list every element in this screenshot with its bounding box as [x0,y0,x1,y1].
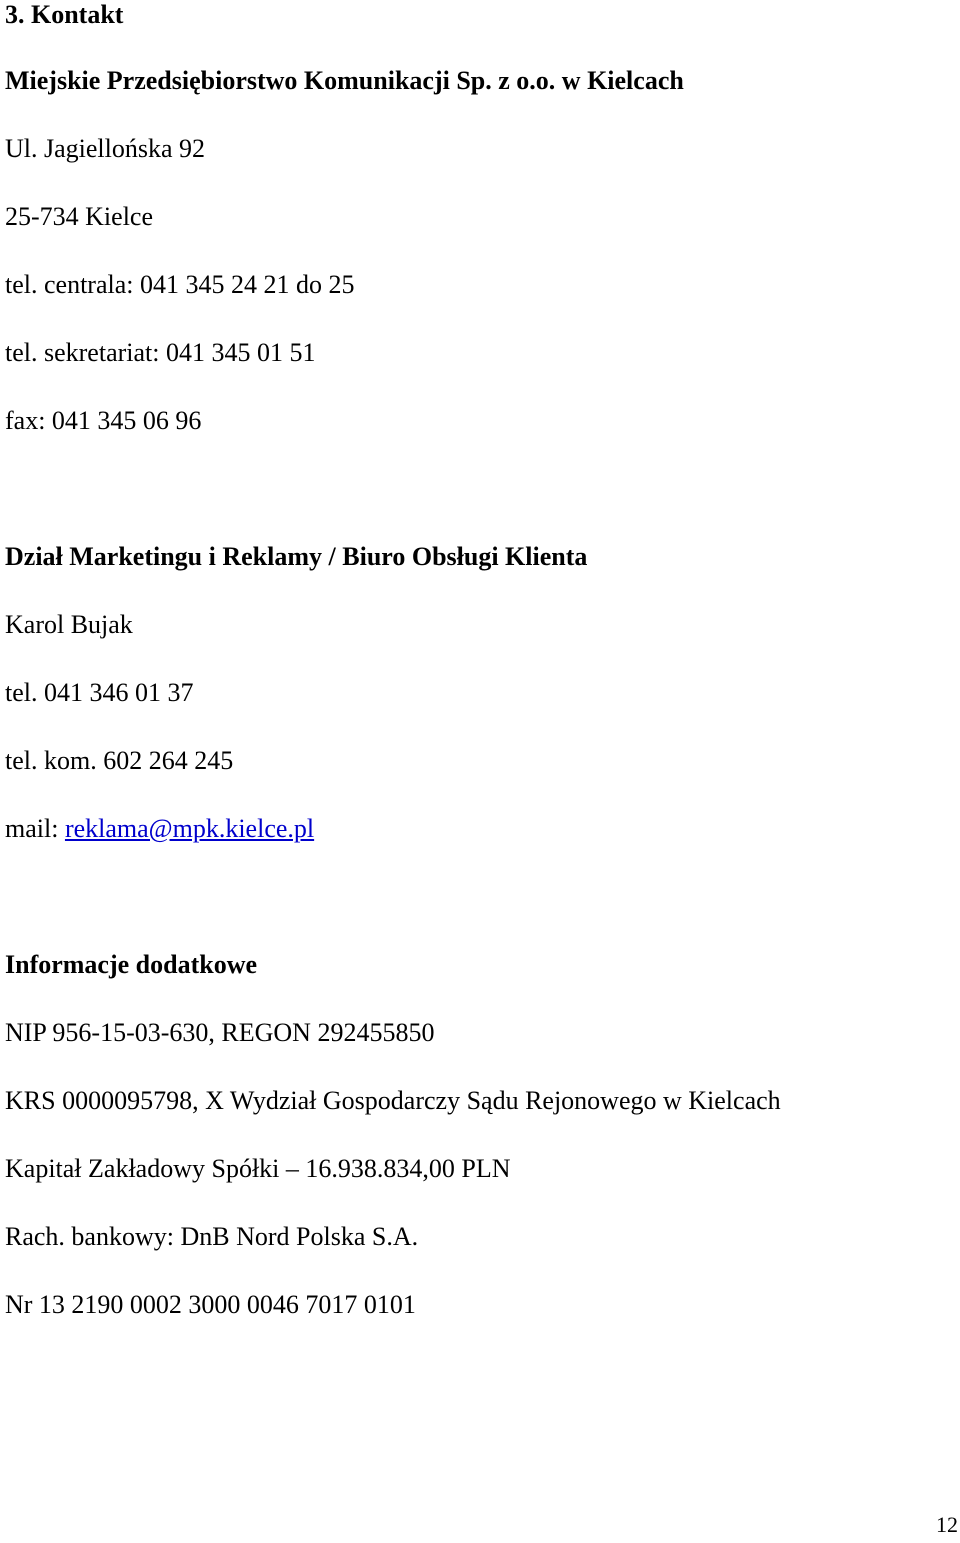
company-phone-central: tel. centrala: 041 345 24 21 do 25 [5,270,355,299]
marketing-heading: Dział Marketingu i Reklamy / Biuro Obsługi Klienta [5,542,588,571]
company-postal: 25-734 Kielce [5,202,154,231]
marketing-mobile: tel. kom. 602 264 245 [5,746,234,775]
company-street: Ul. Jagiellońska 92 [5,134,206,163]
section-title: 3. Kontakt [5,0,124,29]
additional-heading: Informacje dodatkowe [5,950,258,979]
bank-name: Rach. bankowy: DnB Nord Polska S.A. [5,1222,419,1251]
capital-info: Kapitał Zakładowy Spółki – 16.938.834,00 PLN [5,1154,511,1183]
marketing-person: Karol Bujak [5,610,133,639]
krs-info: KRS 0000095798, X Wydział Gospodarczy Sądu Rejonowego w Kielcach [5,1086,781,1115]
mail-label: mail: [5,814,65,843]
company-name: Miejskie Przedsiębiorstwo Komunikacji Sp. z o.o. w Kielcach [5,66,684,95]
bank-account: Nr 13 2190 0002 3000 0046 7017 0101 [5,1290,416,1319]
company-phone-secretariat: tel. sekretariat: 041 345 01 51 [5,338,316,367]
company-fax: fax: 041 345 06 96 [5,406,202,435]
marketing-phone: tel. 041 346 01 37 [5,678,194,707]
marketing-mail [5,814,314,844]
nip-regon: NIP 956-15-03-630, REGON 292455850 [5,1018,435,1047]
mail-link[interactable]: reklama@mpk.kielce.pl [64,814,315,843]
page-number: 12 [936,1512,958,1537]
